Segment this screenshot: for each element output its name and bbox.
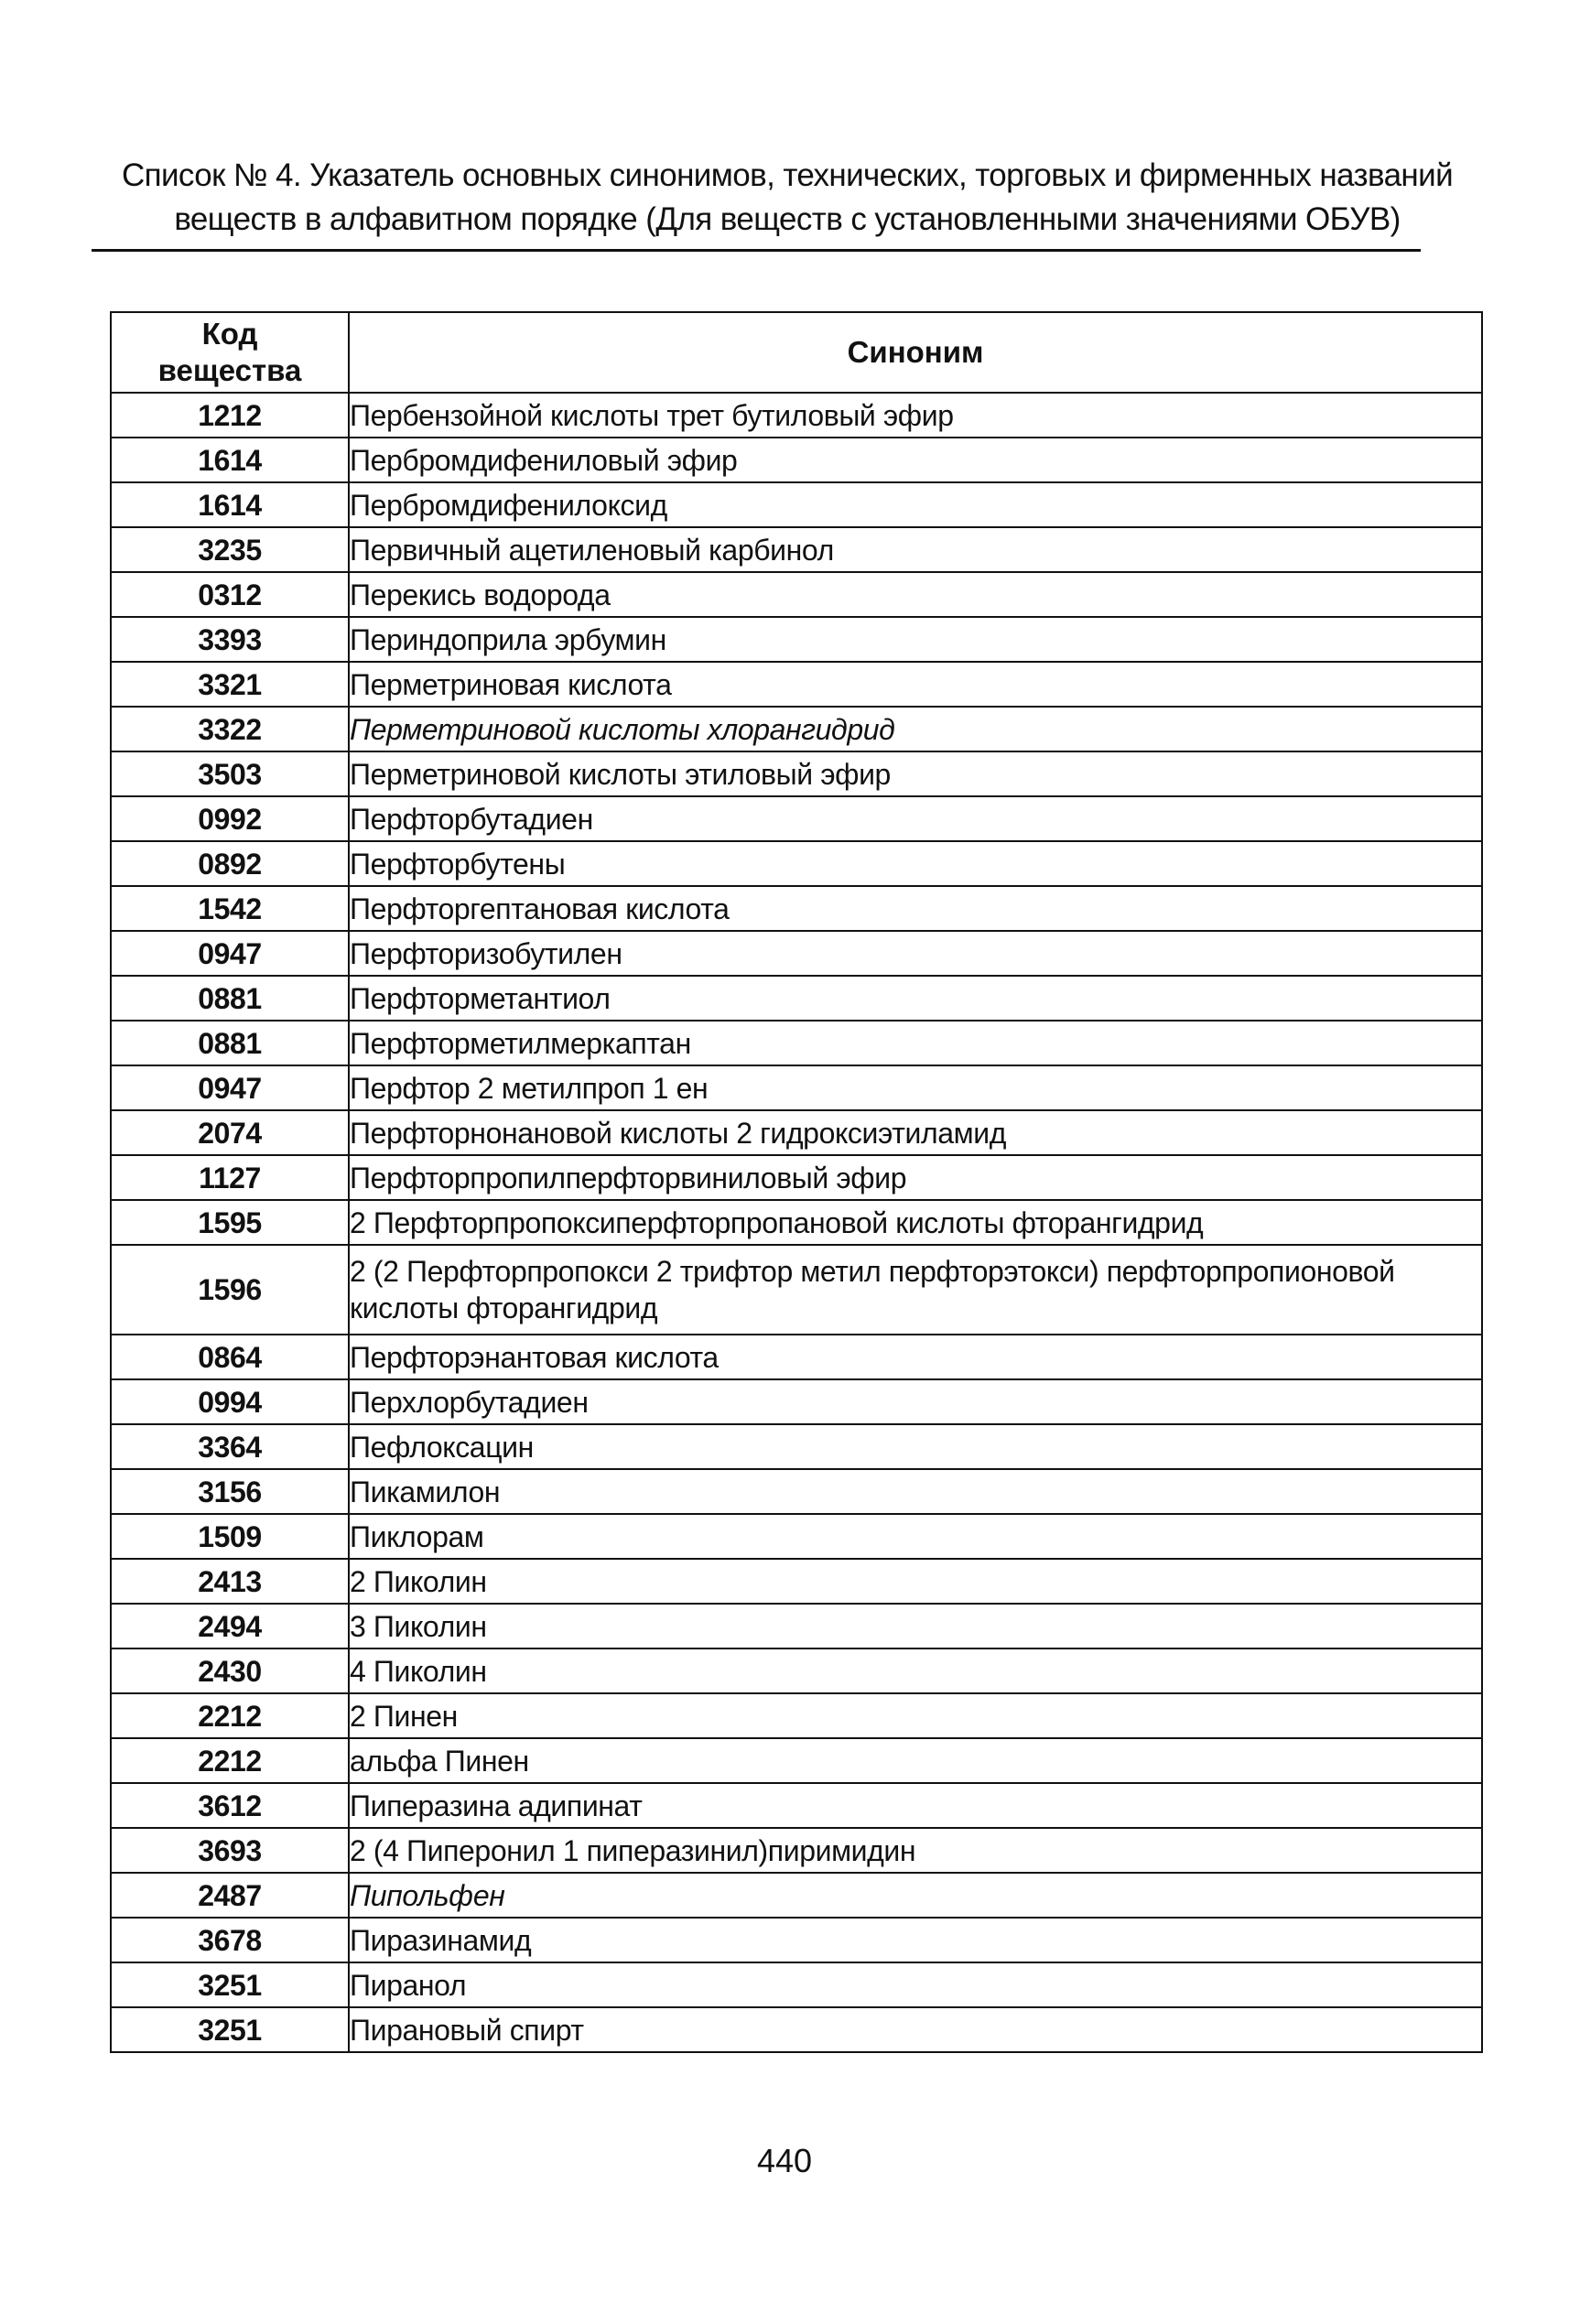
table-row <box>111 1065 1482 1110</box>
synonym-name: Перфторнонановой кислоты 2 гидроксиэтиламид <box>349 1110 1482 1155</box>
substance-code: 2212 <box>111 1693 349 1738</box>
table-row <box>111 1155 1482 1200</box>
title-divider <box>92 249 1421 252</box>
substance-code: 1509 <box>111 1514 349 1559</box>
synonym-name: Перфторбутадиен <box>349 796 1482 841</box>
table-row <box>111 1424 1482 1469</box>
table-row <box>111 1783 1482 1828</box>
synonym-name: Периндоприла эрбумин <box>349 617 1482 662</box>
substance-code: 3322 <box>111 707 349 751</box>
synonym-name: Перхлорбутадиен <box>349 1379 1482 1424</box>
substance-code: 2074 <box>111 1110 349 1155</box>
synonym-name: Перфторэнантовая кислота <box>349 1335 1482 1379</box>
table-header-row <box>111 312 1482 393</box>
synonym-name: 2 (2 Перфторпропокси 2 трифтор метил перфторэтокси) перфторпропионовой кислоты фторангидрид <box>349 1245 1482 1335</box>
synonym-name: 2 Пинен <box>349 1693 1482 1738</box>
table-row <box>111 931 1482 976</box>
synonym-name: Перекись водорода <box>349 572 1482 617</box>
table-row <box>111 1110 1482 1155</box>
table-row <box>111 527 1482 572</box>
synonym-name: Пербромдифенилоксид <box>349 482 1482 527</box>
table-row <box>111 1379 1482 1424</box>
synonym-name: Пефлоксацин <box>349 1424 1482 1469</box>
table-row <box>111 393 1482 438</box>
synonym-name: 3 Пиколин <box>349 1604 1482 1648</box>
synonym-name: Перметриновой кислоты этиловый эфир <box>349 751 1482 796</box>
page-number: 440 <box>756 2142 813 2179</box>
table-row <box>111 1918 1482 1962</box>
substance-code: 2487 <box>111 1873 349 1918</box>
table-row <box>111 976 1482 1021</box>
table-row <box>111 707 1482 751</box>
synonyms-table <box>110 311 1483 2053</box>
title-line-2: веществ в алфавитном порядке (Для веществ с установленными значениями ОБУВ) <box>174 201 1401 237</box>
substance-code: 1596 <box>111 1245 349 1335</box>
table-row <box>111 841 1482 886</box>
substance-code: 3156 <box>111 1469 349 1514</box>
synonym-name: Перфторгептановая кислота <box>349 886 1482 931</box>
table-row <box>111 1335 1482 1379</box>
substance-code: 1542 <box>111 886 349 931</box>
column-header-code-line-2: вещества <box>157 353 302 387</box>
column-header-synonym: Синоним <box>349 312 1482 393</box>
synonym-name: 4 Пиколин <box>349 1648 1482 1693</box>
synonym-name: Перфторизобутилен <box>349 931 1482 976</box>
substance-code: 0947 <box>111 931 349 976</box>
table-row <box>111 1604 1482 1648</box>
substance-code: 2413 <box>111 1559 349 1604</box>
substance-code: 0947 <box>111 1065 349 1110</box>
synonym-name: Перфторбутены <box>349 841 1482 886</box>
substance-code: 1212 <box>111 393 349 438</box>
table-row <box>111 1828 1482 1873</box>
synonym-name: Первичный ацетиленовый карбинол <box>349 527 1482 572</box>
substance-code: 0992 <box>111 796 349 841</box>
table-row <box>111 1962 1482 2007</box>
substance-code: 0994 <box>111 1379 349 1424</box>
synonym-name: 2 (4 Пиперонил 1 пиперазинил)пиримидин <box>349 1828 1482 1873</box>
table-row <box>111 886 1482 931</box>
synonym-name: Перметриновая кислота <box>349 662 1482 707</box>
substance-code: 3235 <box>111 527 349 572</box>
title-line-1: Список № 4. Указатель основных синонимов, технических, торговых и фирменных названий <box>121 157 1454 193</box>
synonym-name: Перфторметилмеркаптан <box>349 1021 1482 1065</box>
table-row <box>111 796 1482 841</box>
table-row <box>111 1200 1482 1245</box>
table-row <box>111 1693 1482 1738</box>
synonym-name: 2 Перфторпропоксиперфторпропановой кислоты фторангидрид <box>349 1200 1482 1245</box>
synonym-name: Пиразинамид <box>349 1918 1482 1962</box>
table-row <box>111 1648 1482 1693</box>
table-row <box>111 1469 1482 1514</box>
synonym-name: 2 Пиколин <box>349 1559 1482 1604</box>
substance-code: 2212 <box>111 1738 349 1783</box>
substance-code: 0881 <box>111 1021 349 1065</box>
table-row <box>111 1245 1482 1335</box>
synonym-name: альфа Пинен <box>349 1738 1482 1783</box>
substance-code: 2430 <box>111 1648 349 1693</box>
table-row <box>111 617 1482 662</box>
page-title <box>92 154 1483 242</box>
substance-code: 1614 <box>111 438 349 482</box>
synonym-name: Пиранол <box>349 1962 1482 2007</box>
column-header-code <box>111 312 349 393</box>
substance-code: 1127 <box>111 1155 349 1200</box>
substance-code: 3251 <box>111 2007 349 2052</box>
table-row <box>111 1021 1482 1065</box>
substance-code: 3393 <box>111 617 349 662</box>
substance-code: 0312 <box>111 572 349 617</box>
table-row <box>111 2007 1482 2052</box>
table-row <box>111 438 1482 482</box>
synonym-name: Пирановый спирт <box>349 2007 1482 2052</box>
substance-code: 1614 <box>111 482 349 527</box>
synonym-name: Пипольфен <box>349 1873 1482 1918</box>
synonym-name: Пиперазина адипинат <box>349 1783 1482 1828</box>
synonym-name: Перфторпропилперфторвиниловый эфир <box>349 1155 1482 1200</box>
table-row <box>111 751 1482 796</box>
substance-code: 3612 <box>111 1783 349 1828</box>
table-row <box>111 482 1482 527</box>
substance-code: 3321 <box>111 662 349 707</box>
substance-code: 0892 <box>111 841 349 886</box>
substance-code: 0864 <box>111 1335 349 1379</box>
substance-code: 3503 <box>111 751 349 796</box>
column-header-code-line-1: Код <box>201 317 258 351</box>
table-row <box>111 662 1482 707</box>
substance-code: 3678 <box>111 1918 349 1962</box>
synonym-name: Пербромдифениловый эфир <box>349 438 1482 482</box>
substance-code: 3364 <box>111 1424 349 1469</box>
table-row <box>111 572 1482 617</box>
table-row <box>111 1514 1482 1559</box>
synonym-name: Перфтор 2 метилпроп 1 ен <box>349 1065 1482 1110</box>
synonym-name: Пербензойной кислоты трет бутиловый эфир <box>349 393 1482 438</box>
table-row <box>111 1873 1482 1918</box>
substance-code: 1595 <box>111 1200 349 1245</box>
table-row <box>111 1738 1482 1783</box>
substance-code: 0881 <box>111 976 349 1021</box>
substance-code: 3251 <box>111 1962 349 2007</box>
synonym-name: Перметриновой кислоты хлорангидрид <box>349 707 1482 751</box>
table-row <box>111 1559 1482 1604</box>
substance-code: 3693 <box>111 1828 349 1873</box>
synonym-name: Перфторметантиол <box>349 976 1482 1021</box>
substance-code: 2494 <box>111 1604 349 1648</box>
synonym-name: Пикамилон <box>349 1469 1482 1514</box>
synonym-name: Пиклорам <box>349 1514 1482 1559</box>
